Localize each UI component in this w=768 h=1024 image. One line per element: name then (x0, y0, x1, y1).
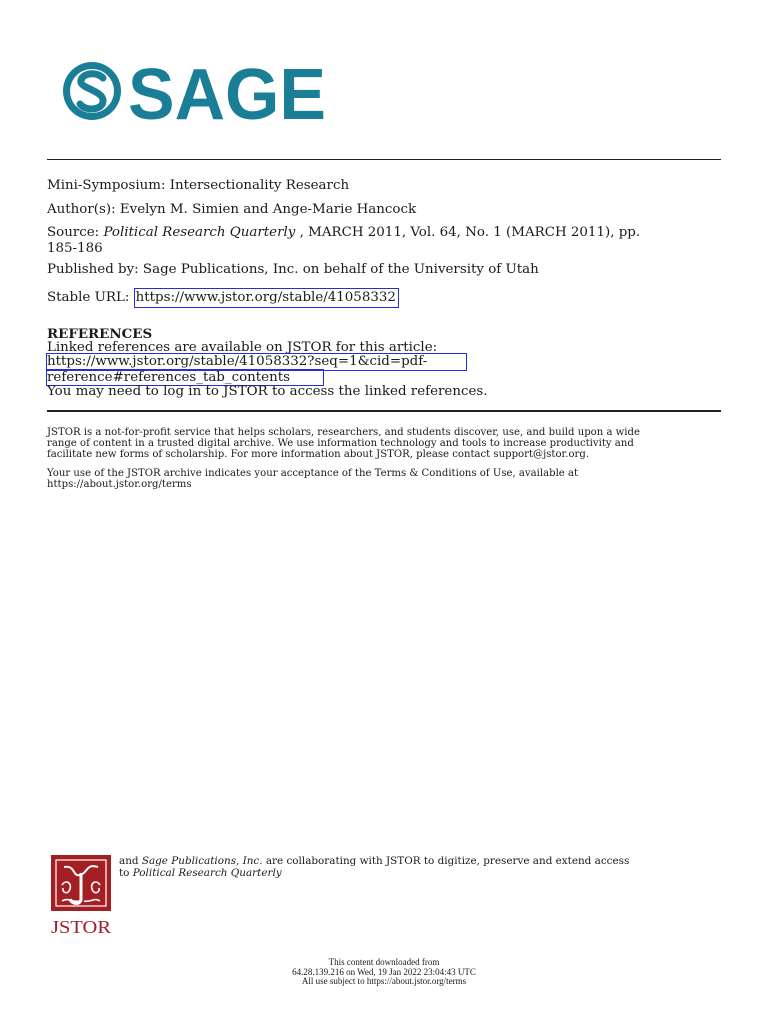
jstor-logo (50, 855, 112, 935)
terms-line-1: Your use of the JSTOR archive indicates your acceptance of the Terms & Conditions of Use, available at (47, 468, 579, 479)
footer-line-2: 64.28.139.216 on Wed, 19 Jan 2022 23:04:43 UTC (292, 966, 476, 977)
source-details: , MARCH 2011, Vol. 64, No. 1 (MARCH 2011), pp. (295, 225, 641, 240)
references-link-line2[interactable]: reference#references_tab_contents (47, 370, 290, 385)
top-divider (47, 159, 721, 160)
article-authors: Author(s): Evelyn M. Simien and Ange-Marie Hancock (47, 202, 417, 217)
sage-logo (60, 55, 330, 127)
article-title: Mini-Symposium: Intersectionality Research (47, 178, 350, 193)
collab-journal: Political Research Quarterly (132, 866, 282, 879)
collab-to: to (119, 866, 133, 879)
references-link-line1[interactable]: https://www.jstor.org/stable/41058332?seq=1&cid=pdf- (47, 354, 428, 369)
source-prefix: Source: (47, 225, 104, 240)
jstor-about-paragraph (47, 427, 721, 461)
jstor-terms-paragraph (47, 468, 721, 490)
about-line-2: range of content in a trusted digital archive. We use information technology and tools to increase productivity and (47, 438, 634, 450)
footer-line-3: All use subject to https://about.jstor.org/terms (301, 976, 467, 987)
bottom-divider (47, 410, 721, 412)
stable-url-row (47, 290, 721, 306)
references-login-note: You may need to log in to JSTOR to access the linked references. (47, 384, 488, 399)
references-intro: Linked references are available on JSTOR for this article: (47, 340, 438, 355)
article-source (47, 225, 721, 257)
collab-rest: are collaborating with JSTOR to digitize, preserve and extend access (262, 855, 630, 867)
jstor-logo-text: JSTOR (51, 917, 111, 935)
collab-and: and (119, 855, 142, 867)
published-by: Published by: Sage Publications, Inc. on behalf of the University of Utah (47, 262, 539, 277)
source-journal: Political Research Quarterly (103, 225, 296, 240)
references-heading: REFERENCES (47, 326, 153, 342)
sage-logo-graphic (60, 55, 330, 127)
about-line-1: JSTOR is a not-for-profit service that helps scholars, researchers, and students discover, use, and build upon a wide (47, 427, 640, 438)
footer-line-1: This content downloaded from (328, 957, 440, 967)
terms-line-2: https://about.jstor.org/terms (47, 479, 192, 491)
collaboration-statement (119, 856, 719, 879)
about-line-3: facilitate new forms of scholarship. For more information about JSTOR, please contact support@jstor.org. (47, 449, 590, 461)
download-footer (0, 958, 768, 987)
collab-publisher: Sage Publications, Inc. (141, 855, 263, 867)
sage-logo-text: SAGE (128, 55, 326, 127)
source-pages: 185-186 (47, 241, 103, 256)
jstor-logo-graphic (50, 855, 112, 935)
stable-url-link[interactable]: https://www.jstor.org/stable/41058332 (134, 288, 399, 308)
stable-url-label: Stable URL: (47, 290, 134, 305)
